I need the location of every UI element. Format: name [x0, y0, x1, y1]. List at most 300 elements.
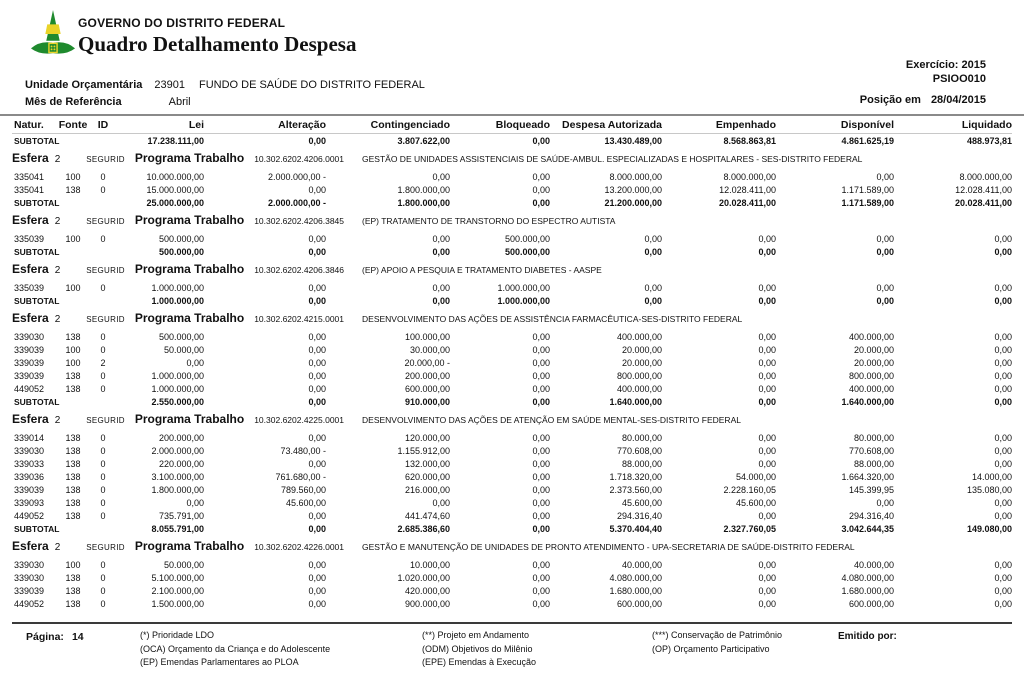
- programa-trabalho-desc: DESENVOLVIMENTO DAS AÇÕES DE ASSISTÊNCIA FARMACÊUTICA-SES-DISTRITO FEDERAL: [362, 314, 743, 324]
- cell: 0: [100, 233, 106, 244]
- cell: 2.373.560,00: [609, 484, 662, 495]
- cell: 800.000,00: [616, 370, 662, 381]
- cell: 339036: [14, 471, 45, 482]
- posicao-row: [860, 94, 986, 106]
- cell: 20.028.411,00: [954, 197, 1012, 208]
- programa-trabalho-label: Programa Trabalho: [134, 262, 245, 276]
- cell: 145.399,95: [848, 484, 894, 495]
- esfera-value: 2: [54, 154, 61, 165]
- table-row: [12, 343, 1012, 356]
- cell: 0,00: [994, 295, 1012, 306]
- cell: 0,00: [532, 197, 550, 208]
- cell: 400.000,00: [616, 331, 662, 342]
- cell: 0,00: [644, 295, 662, 306]
- footer-legend-3: [652, 629, 782, 656]
- cell: 149.080,00: [966, 523, 1012, 534]
- cell: 0,00: [308, 572, 326, 583]
- cell: 500.000,00: [158, 233, 204, 244]
- cell: 0,00: [432, 295, 450, 306]
- esfera-label: Esfera: [12, 311, 49, 325]
- government-name: GOVERNO DO DISTRITO FEDERAL: [78, 16, 286, 30]
- column-header-6: Bloqueado: [450, 118, 550, 134]
- page-value: 14: [71, 631, 84, 643]
- cell: 0,00: [994, 510, 1012, 521]
- cell: 0,00: [432, 246, 450, 257]
- cell: 0,00: [432, 497, 450, 508]
- cell: 0,00: [532, 484, 550, 495]
- page-number: [26, 631, 84, 643]
- cell: 100: [65, 233, 81, 244]
- table-row: [12, 571, 1012, 584]
- cell: 339039: [14, 370, 45, 381]
- table-row: [12, 356, 1012, 369]
- cell: 339014: [14, 432, 45, 443]
- cell: 0: [100, 585, 106, 596]
- column-header-8: Empenhado: [662, 118, 776, 134]
- cell: 0,00: [994, 445, 1012, 456]
- cell: 1.171.589,00: [841, 197, 894, 208]
- cell: 0,00: [644, 282, 662, 293]
- exercicio: Exercício: 2015: [905, 59, 986, 71]
- cell: 910.000,00: [404, 396, 450, 407]
- cell: 0,00: [758, 598, 776, 609]
- footer-legend-2: [422, 629, 536, 670]
- cell: 138: [65, 331, 81, 342]
- cell: 15.000.000,00: [146, 184, 204, 195]
- cell: 3.100.000,00: [151, 471, 204, 482]
- cell: 20.000,00: [621, 344, 662, 355]
- column-header-2: ID: [90, 118, 116, 134]
- cell: 335041: [14, 171, 45, 182]
- cell: 0,00: [308, 510, 326, 521]
- cell: 138: [65, 572, 81, 583]
- programa-trabalho-code: 10.302.6202.4226.0001: [254, 542, 345, 552]
- cell: 900.000,00: [404, 598, 450, 609]
- cell: 2: [100, 357, 106, 368]
- cell: 600.000,00: [404, 383, 450, 394]
- cell: 0,00: [532, 572, 550, 583]
- cell: 10.000,00: [409, 559, 450, 570]
- cell: 0,00: [532, 135, 550, 146]
- cell: 40.000,00: [853, 559, 894, 570]
- cell: 0,00: [532, 523, 550, 534]
- table-row: [12, 444, 1012, 457]
- cell: 20.000,00: [853, 344, 894, 355]
- cell: 138: [65, 383, 81, 394]
- unidade-code: 23901: [154, 79, 185, 91]
- esfera-regime: SEGURID: [86, 155, 125, 164]
- cell: 335039: [14, 233, 45, 244]
- cell: 80.000,00: [853, 432, 894, 443]
- table-header-row: [12, 118, 1012, 134]
- cell: 138: [65, 432, 81, 443]
- column-header-7: Despesa Autorizada: [550, 118, 662, 134]
- table-row: [12, 281, 1012, 294]
- cell: 21.200.000,00: [604, 197, 662, 208]
- cell: 0,00: [994, 344, 1012, 355]
- cell: 2.000.000,00 -: [267, 171, 326, 182]
- cell: 2.685.386,60: [397, 523, 450, 534]
- cell: 0,00: [532, 383, 550, 394]
- table-row: [12, 597, 1012, 610]
- posicao-value: 28/04/2015: [930, 94, 986, 106]
- programa-trabalho-desc: GESTÃO DE UNIDADES ASSISTENCIAIS DE SAÚDE-AMBUL. ESPECIALIZADAS E HOSPITALARES - SES-DISTRITO FEDERAL: [362, 154, 863, 164]
- cell: 200.000,00: [158, 432, 204, 443]
- cell: 735.791,00: [158, 510, 204, 521]
- cell: 0,00: [876, 233, 894, 244]
- legend-item: (EPE) Emendas à Execução: [422, 657, 537, 667]
- cell: 0,00: [994, 370, 1012, 381]
- cell: 4.080.000,00: [609, 572, 662, 583]
- footer-legend-1: [140, 629, 330, 670]
- programa-trabalho-label: Programa Trabalho: [134, 151, 245, 165]
- cell: 0,00: [994, 458, 1012, 469]
- cell: 1.680.000,00: [841, 585, 894, 596]
- cell: 0: [100, 370, 106, 381]
- cell: 0,00: [994, 282, 1012, 293]
- cell: 2.327.760,05: [723, 523, 776, 534]
- cell: 132.000,00: [404, 458, 450, 469]
- cell: 500.000,00: [504, 246, 550, 257]
- cell: 0,00: [758, 432, 776, 443]
- cell: 0,00: [994, 572, 1012, 583]
- table-row: [12, 170, 1012, 183]
- cell: 0,00: [994, 233, 1012, 244]
- page-title: Quadro Detalhamento Despesa: [78, 32, 357, 56]
- cell: 0,00: [994, 383, 1012, 394]
- cell: 0: [100, 458, 106, 469]
- cell: 12.028.411,00: [955, 184, 1012, 195]
- cell: 45.600,00: [621, 497, 662, 508]
- cell: 2.100.000,00: [151, 585, 204, 596]
- column-header-3: Lei: [116, 118, 204, 134]
- cell: 138: [65, 184, 81, 195]
- esfera-row: [12, 408, 1012, 431]
- cell: 449052: [14, 598, 45, 609]
- cell: 5.100.000,00: [151, 572, 204, 583]
- legend-item: (*) Prioridade LDO: [140, 630, 215, 640]
- programa-trabalho-desc: GESTÃO E MANUTENÇÃO DE UNIDADES DE PRONTO ATENDIMENTO - UPA-SECRETARIA DE SAÚDE-DISTRITO FEDERAL: [362, 542, 855, 552]
- esfera-value: 2: [54, 415, 61, 426]
- subtotal-label: SUBTOTAL: [14, 523, 60, 534]
- gdf-logo-icon: [30, 8, 76, 60]
- cell: 0,00: [432, 171, 450, 182]
- table-row: [12, 584, 1012, 597]
- cell: 339030: [14, 572, 45, 583]
- subtotal-row: [12, 245, 1012, 258]
- esfera-row: [12, 209, 1012, 232]
- cell: 0,00: [994, 497, 1012, 508]
- cell: 335041: [14, 184, 45, 195]
- cell: 400.000,00: [848, 331, 894, 342]
- cell: 0,00: [308, 383, 326, 394]
- cell: 0,00: [308, 331, 326, 342]
- programa-trabalho-desc: DESENVOLVIMENTO DAS AÇÕES DE ATENÇÃO EM SAÚDE MENTAL-SES-DISTRITO FEDERAL: [362, 415, 741, 425]
- cell: 138: [65, 458, 81, 469]
- esfera-row: [12, 535, 1012, 558]
- cell: 0: [100, 184, 106, 195]
- legend-item: (***) Conservação de Patrimônio: [652, 630, 783, 640]
- cell: 0,00: [758, 458, 776, 469]
- cell: 0,00: [186, 497, 204, 508]
- esfera-cell: [12, 307, 1012, 330]
- cell: 0,00: [994, 598, 1012, 609]
- cell: 0,00: [308, 370, 326, 381]
- cell: 2.000.000,00 -: [267, 197, 326, 208]
- cell: 0,00: [758, 510, 776, 521]
- table-row: [12, 496, 1012, 509]
- cell: 220.000,00: [158, 458, 204, 469]
- cell: 1.664.320,00: [841, 471, 894, 482]
- column-header-1: Fonte: [56, 118, 90, 134]
- cell: 200.000,00: [404, 370, 450, 381]
- cell: 0,00: [876, 171, 894, 182]
- table-row: [12, 369, 1012, 382]
- table-row: [12, 330, 1012, 343]
- cell: 770.608,00: [616, 445, 662, 456]
- cell: 0,00: [758, 383, 776, 394]
- cell: 100: [65, 171, 81, 182]
- cell: 2.000.000,00: [151, 445, 204, 456]
- cell: 20.028.411,00: [718, 197, 776, 208]
- cell: 0,00: [532, 344, 550, 355]
- cell: 0: [100, 282, 106, 293]
- table-row: [12, 457, 1012, 470]
- cell: 1.718.320,00: [609, 471, 662, 482]
- cell: 0,00: [994, 585, 1012, 596]
- cell: 1.000.000,00: [497, 295, 550, 306]
- cell: 0,00: [308, 344, 326, 355]
- cell: 400.000,00: [616, 383, 662, 394]
- cell: 0,00: [758, 295, 776, 306]
- cell: 0,00: [432, 282, 450, 293]
- legend-item: (ODM) Objetivos do Milênio: [422, 643, 533, 654]
- main-table: [12, 118, 1012, 610]
- cell: 138: [65, 497, 81, 508]
- cell: 0,00: [876, 282, 894, 293]
- cell: 420.000,00: [404, 585, 450, 596]
- cell: 770.608,00: [848, 445, 894, 456]
- cell: 0,00: [758, 370, 776, 381]
- unidade-name: FUNDO DE SAÚDE DO DISTRITO FEDERAL: [198, 79, 425, 91]
- cell: 30.000,00: [409, 344, 450, 355]
- cell: 0,00: [758, 344, 776, 355]
- cell: 0,00: [308, 135, 326, 146]
- cell: 25.000.000,00: [146, 197, 204, 208]
- cell: 0,00: [532, 445, 550, 456]
- esfera-value: 2: [54, 216, 61, 227]
- report-header: [0, 0, 1024, 116]
- legend-item: (**) Projeto em Andamento: [422, 630, 530, 640]
- cell: 1.800.000,00: [397, 197, 450, 208]
- esfera-label: Esfera: [12, 412, 49, 426]
- cell: 789.560,00: [280, 484, 326, 495]
- cell: 0,00: [758, 233, 776, 244]
- cell: 0,00: [532, 471, 550, 482]
- cell: 1.680.000,00: [609, 585, 662, 596]
- cell: 1.800.000,00: [151, 484, 204, 495]
- cell: 0,00: [532, 510, 550, 521]
- unidade-label: Unidade Orçamentária: [25, 79, 143, 91]
- cell: 100: [65, 344, 81, 355]
- cell: 8.000.000,00: [959, 171, 1012, 182]
- programa-trabalho-label: Programa Trabalho: [134, 213, 245, 227]
- cell: 13.200.000,00: [604, 184, 662, 195]
- cell: 0,00: [994, 246, 1012, 257]
- posicao-label: Posição em: [859, 94, 921, 106]
- cell: 0,00: [532, 585, 550, 596]
- cell: 0,00: [308, 585, 326, 596]
- table-row: [12, 431, 1012, 444]
- cell: 335039: [14, 282, 45, 293]
- esfera-label: Esfera: [12, 539, 49, 553]
- cell: 0: [100, 598, 106, 609]
- cell: 600.000,00: [616, 598, 662, 609]
- cell: 500.000,00: [504, 233, 550, 244]
- cell: 0,00: [308, 357, 326, 368]
- cell: 0,00: [532, 559, 550, 570]
- cell: 0,00: [308, 246, 326, 257]
- cell: 0,00: [758, 559, 776, 570]
- cell: 0: [100, 331, 106, 342]
- cell: 0,00: [532, 171, 550, 182]
- cell: 0,00: [876, 497, 894, 508]
- cell: 0,00: [758, 396, 776, 407]
- cell: 0,00: [758, 572, 776, 583]
- cell: 45.600,00: [285, 497, 326, 508]
- cell: 216.000,00: [404, 484, 450, 495]
- cell: 0,00: [308, 432, 326, 443]
- cell: 339039: [14, 344, 45, 355]
- column-header-5: Contingenciado: [326, 118, 450, 134]
- cell: 0,00: [994, 396, 1012, 407]
- mes-referencia-row: [25, 96, 191, 108]
- cell: 0: [100, 171, 106, 182]
- table-row: [12, 470, 1012, 483]
- esfera-regime: SEGURID: [86, 217, 125, 226]
- report-footer: [12, 622, 1012, 678]
- esfera-regime: SEGURID: [86, 543, 125, 552]
- cell: 0,00: [532, 432, 550, 443]
- esfera-row: [12, 147, 1012, 170]
- esfera-label: Esfera: [12, 262, 49, 276]
- cell: 488.973,81: [966, 135, 1012, 146]
- cell: 1.800.000,00: [397, 184, 450, 195]
- cell: 50.000,00: [163, 344, 204, 355]
- cell: 0: [100, 383, 106, 394]
- cell: 339039: [14, 484, 45, 495]
- table-row: [12, 232, 1012, 245]
- cell: 339030: [14, 559, 45, 570]
- cell: 138: [65, 445, 81, 456]
- cell: 0,00: [758, 246, 776, 257]
- programa-trabalho-desc: (EP) TRATAMENTO DE TRANSTORNO DO ESPECTRO AUTISTA: [362, 216, 616, 226]
- subtotal-row: [12, 294, 1012, 307]
- cell: 0,00: [532, 598, 550, 609]
- cell: 0,00: [758, 282, 776, 293]
- cell: 339093: [14, 497, 45, 508]
- esfera-value: 2: [54, 265, 61, 276]
- cell: 80.000,00: [621, 432, 662, 443]
- cell: 0,00: [308, 233, 326, 244]
- cell: 620.000,00: [404, 471, 450, 482]
- programa-trabalho-code: 10.302.6202.4225.0001: [254, 415, 345, 425]
- emitted-by-label: Emitido por:: [838, 631, 897, 642]
- esfera-cell: [12, 408, 1012, 431]
- cell: 0,00: [532, 357, 550, 368]
- cell: 0: [100, 497, 106, 508]
- cell: 2.550.000,00: [151, 396, 204, 407]
- unidade-orcamentaria-row: [25, 79, 425, 91]
- cell: 1.640.000,00: [609, 396, 662, 407]
- cell: 0,00: [308, 559, 326, 570]
- esfera-cell: [12, 209, 1012, 232]
- subtotal-row: [12, 522, 1012, 535]
- cell: 1.000.000,00: [151, 282, 204, 293]
- cell: 1.171.589,00: [841, 184, 894, 195]
- programa-trabalho-label: Programa Trabalho: [134, 412, 245, 426]
- programa-trabalho-code: 10.302.6202.4206.3845: [254, 216, 345, 226]
- page-label: Página:: [26, 631, 64, 643]
- cell: 1.000.000,00: [151, 295, 204, 306]
- column-header-10: Liquidado: [894, 118, 1012, 134]
- cell: 0,00: [308, 282, 326, 293]
- programa-trabalho-code: 10.302.6202.4215.0001: [254, 314, 345, 324]
- table-body: [12, 134, 1012, 611]
- cell: 135.080,00: [966, 484, 1012, 495]
- cell: 294.316,40: [616, 510, 662, 521]
- cell: 339039: [14, 585, 45, 596]
- cell: 17.238.111,00: [147, 135, 204, 146]
- cell: 0,00: [758, 445, 776, 456]
- programa-trabalho-code: 10.302.6202.4206.0001: [254, 154, 345, 164]
- cell: 339030: [14, 331, 45, 342]
- cell: 13.430.489,00: [604, 135, 662, 146]
- cell: 500.000,00: [158, 246, 204, 257]
- cell: 1.000.000,00: [151, 370, 204, 381]
- header-right-block: [906, 58, 986, 86]
- column-header-9: Disponível: [776, 118, 894, 134]
- cell: 0,00: [308, 523, 326, 534]
- cell: 138: [65, 585, 81, 596]
- cell: 5.370.404,40: [609, 523, 662, 534]
- cell: 1.020.000,00: [397, 572, 450, 583]
- cell: 0,00: [308, 295, 326, 306]
- cell: 0: [100, 510, 106, 521]
- cell: 100: [65, 357, 81, 368]
- cell: 0,00: [644, 246, 662, 257]
- table-row: [12, 558, 1012, 571]
- subtotal-label: SUBTOTAL: [14, 396, 60, 407]
- cell: 4.861.625,19: [841, 135, 894, 146]
- mes-label: Mês de Referência: [25, 96, 122, 108]
- legend-item: (OCA) Orçamento da Criança e do Adolescente: [140, 643, 331, 654]
- esfera-value: 2: [54, 542, 61, 553]
- cell: 0,00: [186, 357, 204, 368]
- esfera-row: [12, 307, 1012, 330]
- cell: 1.155.912,00: [397, 445, 450, 456]
- cell: 0,00: [308, 184, 326, 195]
- programa-trabalho-label: Programa Trabalho: [134, 311, 245, 325]
- cell: 2.228.160,05: [723, 484, 776, 495]
- cell: 0,00: [532, 458, 550, 469]
- cell: 0,00: [876, 246, 894, 257]
- mes-value: Abril: [168, 96, 191, 108]
- cell: 3.042.644,35: [841, 523, 894, 534]
- cell: 0: [100, 432, 106, 443]
- table-row: [12, 183, 1012, 196]
- cell: 449052: [14, 510, 45, 521]
